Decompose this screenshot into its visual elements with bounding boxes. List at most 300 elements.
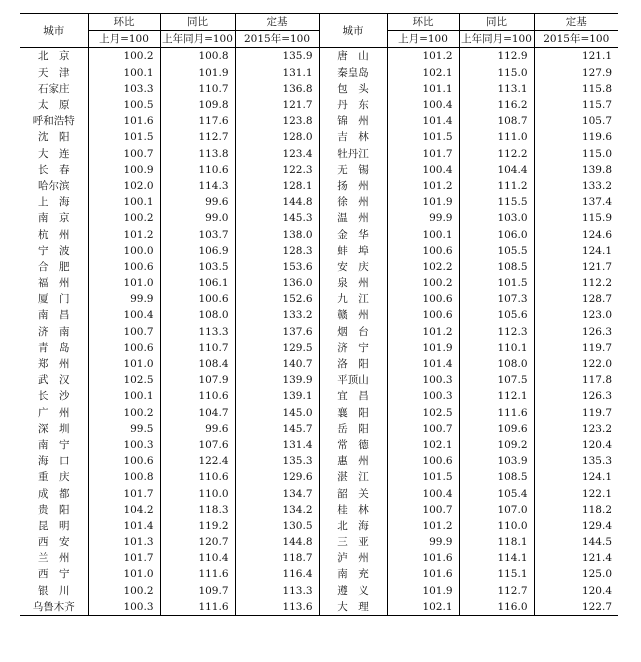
table-row [20, 146, 618, 162]
right-mom-value: 101.4 [387, 356, 459, 372]
left-city-name: 长 春 [20, 162, 88, 178]
header-base-left: 定基 [235, 14, 319, 31]
left-base-value: 134.2 [282, 503, 313, 516]
right-city-name: 惠 州 [319, 453, 387, 469]
left-yoy-value: 101.9 [160, 65, 235, 81]
left-base-value: 118.7 [282, 552, 313, 565]
table-row [20, 48, 618, 65]
left-city-name: 哈尔滨 [20, 178, 88, 194]
right-base-value: 137.4 [581, 196, 612, 209]
left-yoy-value: 118.3 [160, 502, 235, 518]
left-city-name: 南 宁 [20, 437, 88, 453]
right-city-name: 北 海 [319, 518, 387, 534]
right-yoy-value: 111.0 [459, 129, 534, 145]
right-mom-value: 100.1 [387, 226, 459, 242]
right-city-name: 常 德 [319, 437, 387, 453]
left-mom-value: 99.5 [88, 421, 160, 437]
left-yoy-value: 120.7 [160, 534, 235, 550]
table-row [20, 210, 618, 226]
left-base-value: 134.7 [282, 487, 313, 500]
left-yoy-value: 109.7 [160, 583, 235, 599]
left-yoy-value: 110.6 [160, 388, 235, 404]
right-yoy-value: 107.5 [459, 372, 534, 388]
right-base-value: 128.7 [581, 293, 612, 306]
left-mom-value: 100.2 [88, 48, 160, 65]
left-city-name: 银 川 [20, 583, 88, 599]
left-base-value: 144.8 [282, 196, 313, 209]
header-city-right: 城市 [319, 14, 387, 48]
right-base-value: 119.7 [581, 341, 612, 354]
left-yoy-value: 100.6 [160, 291, 235, 307]
left-yoy-value: 122.4 [160, 453, 235, 469]
left-yoy-value: 106.1 [160, 275, 235, 291]
right-yoy-value: 115.0 [459, 65, 534, 81]
left-mom-value: 100.2 [88, 583, 160, 599]
right-city-name: 牡丹江 [319, 146, 387, 162]
left-mom-value: 100.2 [88, 405, 160, 421]
left-yoy-value: 109.8 [160, 97, 235, 113]
left-city-name: 厦 门 [20, 291, 88, 307]
right-yoy-value: 104.4 [459, 162, 534, 178]
right-mom-value: 100.4 [387, 97, 459, 113]
right-mom-value: 100.4 [387, 162, 459, 178]
left-mom-value: 100.1 [88, 65, 160, 81]
table-row [20, 453, 618, 469]
right-base-value: 126.3 [581, 325, 612, 338]
table-row [20, 194, 618, 210]
left-base-value: 116.4 [282, 568, 313, 581]
right-mom-value: 101.6 [387, 566, 459, 582]
left-base-value: 131.4 [282, 438, 313, 451]
right-base-value: 115.0 [581, 147, 612, 160]
right-yoy-value: 108.0 [459, 356, 534, 372]
left-city-name: 昆 明 [20, 518, 88, 534]
left-base-value: 136.8 [282, 82, 313, 95]
header-mom-left: 环比 [88, 14, 160, 31]
left-base-value: 130.5 [282, 519, 313, 532]
right-city-name: 秦皇岛 [319, 65, 387, 81]
left-yoy-value: 112.7 [160, 129, 235, 145]
table-row [20, 518, 618, 534]
left-yoy-value: 111.6 [160, 599, 235, 616]
header-mom-right: 环比 [387, 14, 459, 31]
header-yoy-sub-left: 上年同月=100 [160, 31, 235, 48]
left-yoy-value: 110.4 [160, 550, 235, 566]
right-yoy-value: 116.2 [459, 97, 534, 113]
table-row [20, 291, 618, 307]
left-mom-value: 101.3 [88, 534, 160, 550]
right-yoy-value: 110.0 [459, 518, 534, 534]
right-mom-value: 101.2 [387, 324, 459, 340]
left-mom-value: 100.2 [88, 210, 160, 226]
right-base-value: 115.8 [581, 82, 612, 95]
right-mom-value: 101.9 [387, 340, 459, 356]
right-mom-value: 102.5 [387, 405, 459, 421]
left-yoy-value: 113.8 [160, 146, 235, 162]
left-city-name: 济 南 [20, 324, 88, 340]
left-city-name: 太 原 [20, 97, 88, 113]
table-row [20, 65, 618, 81]
right-mom-value: 100.2 [387, 275, 459, 291]
left-city-name: 福 州 [20, 275, 88, 291]
left-mom-value: 100.6 [88, 453, 160, 469]
right-mom-value: 100.6 [387, 307, 459, 323]
left-yoy-value: 99.6 [160, 194, 235, 210]
left-yoy-value: 108.0 [160, 307, 235, 323]
right-city-name: 遵 义 [319, 583, 387, 599]
left-mom-value: 100.3 [88, 437, 160, 453]
header-base-sub-left: 2015年=100 [235, 31, 319, 48]
left-base-value: 144.8 [282, 536, 313, 549]
table-row [20, 243, 618, 259]
left-mom-value: 100.6 [88, 340, 160, 356]
right-mom-value: 99.9 [387, 210, 459, 226]
right-mom-value: 100.6 [387, 453, 459, 469]
left-mom-value: 102.5 [88, 372, 160, 388]
right-mom-value: 100.3 [387, 388, 459, 404]
left-base-value: 138.0 [282, 228, 313, 241]
left-city-name: 杭 州 [20, 226, 88, 242]
right-base-value: 125.0 [581, 568, 612, 581]
right-base-value: 135.3 [581, 455, 612, 468]
left-mom-value: 101.2 [88, 226, 160, 242]
right-yoy-value: 107.3 [459, 291, 534, 307]
right-base-value: 122.1 [581, 487, 612, 500]
right-city-name: 锦 州 [319, 113, 387, 129]
left-city-name: 宁 波 [20, 243, 88, 259]
left-mom-value: 100.5 [88, 97, 160, 113]
left-base-value: 122.3 [282, 163, 313, 176]
header-mom-sub-left: 上月=100 [88, 31, 160, 48]
table-row [20, 485, 618, 501]
right-mom-value: 100.6 [387, 243, 459, 259]
table-row [20, 226, 618, 242]
right-base-value: 105.7 [581, 115, 612, 128]
header-city-left: 城市 [20, 14, 88, 48]
right-city-name: 泸 州 [319, 550, 387, 566]
right-base-value: 122.7 [534, 599, 618, 616]
table-row [20, 81, 618, 97]
left-base-value: 128.1 [282, 179, 313, 192]
right-base-value: 112.2 [581, 277, 612, 290]
right-city-name: 无 锡 [319, 162, 387, 178]
left-mom-value: 100.1 [88, 194, 160, 210]
left-yoy-value: 110.0 [160, 485, 235, 501]
right-yoy-value: 112.3 [459, 324, 534, 340]
right-base-value: 129.4 [581, 519, 612, 532]
left-base-value: 145.7 [282, 422, 313, 435]
right-base-value: 133.2 [581, 179, 612, 192]
header-yoy-right: 同比 [459, 14, 534, 31]
right-city-name: 扬 州 [319, 178, 387, 194]
left-base-value: 153.6 [282, 260, 313, 273]
right-base-value: 139.8 [581, 163, 612, 176]
right-city-name: 烟 台 [319, 324, 387, 340]
right-city-name: 赣 州 [319, 307, 387, 323]
left-mom-value: 100.1 [88, 388, 160, 404]
header-yoy-sub-right: 上年同月=100 [459, 31, 534, 48]
right-yoy-value: 114.1 [459, 550, 534, 566]
right-city-name: 平顶山 [319, 372, 387, 388]
left-yoy-value: 107.9 [160, 372, 235, 388]
left-base-value: 128.3 [282, 244, 313, 257]
right-mom-value: 100.6 [387, 291, 459, 307]
right-yoy-value: 101.5 [459, 275, 534, 291]
left-base-value: 131.1 [282, 66, 313, 79]
left-base-value: 113.6 [235, 599, 319, 616]
right-city-name: 徐 州 [319, 194, 387, 210]
right-yoy-value: 109.2 [459, 437, 534, 453]
table-row [20, 178, 618, 194]
left-mom-value: 103.3 [88, 81, 160, 97]
left-base-value: 135.9 [282, 50, 313, 63]
left-mom-value: 100.6 [88, 259, 160, 275]
left-city-name: 深 圳 [20, 421, 88, 437]
right-mom-value: 101.2 [387, 48, 459, 65]
left-city-name: 海 口 [20, 453, 88, 469]
left-city-name: 武 汉 [20, 372, 88, 388]
right-yoy-value: 115.5 [459, 194, 534, 210]
left-base-value: 123.4 [282, 147, 313, 160]
right-mom-value: 101.6 [387, 550, 459, 566]
left-city-name: 贵 阳 [20, 502, 88, 518]
table-row [20, 113, 618, 129]
right-city-name: 岳 阳 [319, 421, 387, 437]
left-city-name: 乌鲁木齐 [20, 599, 88, 616]
left-base-value: 145.3 [282, 212, 313, 225]
right-yoy-value: 103.0 [459, 210, 534, 226]
left-mom-value: 100.9 [88, 162, 160, 178]
left-yoy-value: 100.8 [160, 48, 235, 65]
left-mom-value: 101.0 [88, 275, 160, 291]
left-mom-value: 101.4 [88, 518, 160, 534]
table-row [20, 550, 618, 566]
left-base-value: 135.3 [282, 455, 313, 468]
right-mom-value: 102.2 [387, 259, 459, 275]
left-yoy-value: 117.6 [160, 113, 235, 129]
right-mom-value: 101.5 [387, 129, 459, 145]
left-base-value: 139.1 [282, 390, 313, 403]
right-mom-value: 101.9 [387, 583, 459, 599]
right-yoy-value: 111.6 [459, 405, 534, 421]
left-base-value: 129.5 [282, 341, 313, 354]
right-city-name: 吉 林 [319, 129, 387, 145]
right-base-value: 123.0 [581, 309, 612, 322]
right-mom-value: 102.1 [387, 437, 459, 453]
table-row [20, 307, 618, 323]
table-row [20, 405, 618, 421]
header-base-sub-right: 2015年=100 [534, 31, 618, 48]
right-mom-value: 101.2 [387, 178, 459, 194]
right-yoy-value: 105.6 [459, 307, 534, 323]
left-city-name: 上 海 [20, 194, 88, 210]
right-city-name: 泉 州 [319, 275, 387, 291]
right-base-value: 122.0 [581, 358, 612, 371]
left-yoy-value: 119.2 [160, 518, 235, 534]
left-base-value: 129.6 [282, 471, 313, 484]
left-mom-value: 101.6 [88, 113, 160, 129]
right-yoy-value: 112.7 [459, 583, 534, 599]
right-city-name: 桂 林 [319, 502, 387, 518]
table-row [20, 469, 618, 485]
left-city-name: 郑 州 [20, 356, 88, 372]
table-row [20, 583, 618, 599]
left-yoy-value: 107.6 [160, 437, 235, 453]
right-city-name: 安 庆 [319, 259, 387, 275]
left-mom-value: 101.5 [88, 129, 160, 145]
right-yoy-value: 109.6 [459, 421, 534, 437]
right-base-value: 118.2 [581, 503, 612, 516]
left-city-name: 青 岛 [20, 340, 88, 356]
header-mom-sub-right: 上月=100 [387, 31, 459, 48]
right-city-name: 南 充 [319, 566, 387, 582]
price-index-table [20, 13, 618, 616]
left-mom-value: 101.7 [88, 550, 160, 566]
right-yoy-value: 107.0 [459, 502, 534, 518]
left-mom-value: 100.7 [88, 324, 160, 340]
left-yoy-value: 110.7 [160, 340, 235, 356]
left-yoy-value: 108.4 [160, 356, 235, 372]
left-mom-value: 99.9 [88, 291, 160, 307]
left-mom-value: 102.0 [88, 178, 160, 194]
left-yoy-value: 104.7 [160, 405, 235, 421]
left-mom-value: 101.0 [88, 566, 160, 582]
right-city-name: 金 华 [319, 226, 387, 242]
right-yoy-value: 106.0 [459, 226, 534, 242]
left-base-value: 133.2 [282, 309, 313, 322]
right-yoy-value: 113.1 [459, 81, 534, 97]
left-mom-value: 101.0 [88, 356, 160, 372]
right-city-name: 济 宁 [319, 340, 387, 356]
right-yoy-value: 116.0 [459, 599, 534, 616]
right-city-name: 蚌 埠 [319, 243, 387, 259]
right-base-value: 126.3 [581, 390, 612, 403]
right-base-value: 119.6 [581, 131, 612, 144]
right-mom-value: 101.7 [387, 146, 459, 162]
right-yoy-value: 108.5 [459, 259, 534, 275]
left-city-name: 南 昌 [20, 307, 88, 323]
right-base-value: 121.1 [581, 50, 612, 63]
right-city-name: 洛 阳 [319, 356, 387, 372]
left-yoy-value: 114.3 [160, 178, 235, 194]
right-yoy-value: 105.5 [459, 243, 534, 259]
left-yoy-value: 99.6 [160, 421, 235, 437]
left-city-name: 成 都 [20, 485, 88, 501]
left-mom-value: 100.7 [88, 146, 160, 162]
right-city-name: 襄 阳 [319, 405, 387, 421]
right-mom-value: 101.9 [387, 194, 459, 210]
table-row [20, 97, 618, 113]
right-yoy-value: 110.1 [459, 340, 534, 356]
table-row [20, 162, 618, 178]
left-mom-value: 104.2 [88, 502, 160, 518]
table-row [20, 129, 618, 145]
left-city-name: 北 京 [20, 48, 88, 65]
right-base-value: 123.2 [581, 422, 612, 435]
left-base-value: 123.8 [282, 115, 313, 128]
right-mom-value: 101.5 [387, 469, 459, 485]
left-mom-value: 100.4 [88, 307, 160, 323]
right-mom-value: 101.2 [387, 518, 459, 534]
table-row [20, 340, 618, 356]
table-row [20, 421, 618, 437]
table-row [20, 502, 618, 518]
right-base-value: 124.1 [581, 244, 612, 257]
left-yoy-value: 103.7 [160, 226, 235, 242]
left-yoy-value: 99.0 [160, 210, 235, 226]
right-base-value: 144.5 [581, 536, 612, 549]
right-yoy-value: 105.4 [459, 485, 534, 501]
right-base-value: 115.7 [581, 99, 612, 112]
left-city-name: 长 沙 [20, 388, 88, 404]
table-body [20, 48, 618, 616]
right-base-value: 127.9 [581, 66, 612, 79]
right-city-name: 韶 关 [319, 485, 387, 501]
left-base-value: 136.0 [282, 277, 313, 290]
left-yoy-value: 106.9 [160, 243, 235, 259]
table-row [20, 324, 618, 340]
right-yoy-value: 103.9 [459, 453, 534, 469]
left-base-value: 137.6 [282, 325, 313, 338]
table-row [20, 372, 618, 388]
right-mom-value: 102.1 [387, 65, 459, 81]
left-city-name: 大 连 [20, 146, 88, 162]
right-base-value: 120.4 [581, 438, 612, 451]
right-mom-value: 99.9 [387, 534, 459, 550]
right-yoy-value: 108.7 [459, 113, 534, 129]
right-base-value: 121.4 [581, 552, 612, 565]
left-mom-value: 100.3 [88, 599, 160, 616]
table-row [20, 259, 618, 275]
right-base-value: 124.6 [581, 228, 612, 241]
right-base-value: 120.4 [581, 584, 612, 597]
right-mom-value: 100.7 [387, 502, 459, 518]
left-base-value: 113.3 [282, 584, 313, 597]
right-mom-value: 100.3 [387, 372, 459, 388]
header-base-right: 定基 [534, 14, 618, 31]
right-yoy-value: 111.2 [459, 178, 534, 194]
left-base-value: 152.6 [282, 293, 313, 306]
left-city-name: 西 宁 [20, 566, 88, 582]
left-base-value: 139.9 [282, 374, 313, 387]
right-city-name: 三 亚 [319, 534, 387, 550]
right-yoy-value: 112.1 [459, 388, 534, 404]
left-city-name: 沈 阳 [20, 129, 88, 145]
left-city-name: 西 安 [20, 534, 88, 550]
left-base-value: 145.0 [282, 406, 313, 419]
right-mom-value: 102.1 [387, 599, 459, 616]
left-base-value: 140.7 [282, 358, 313, 371]
table-row [20, 437, 618, 453]
table-row [20, 534, 618, 550]
right-city-name: 九 江 [319, 291, 387, 307]
left-city-name: 重 庆 [20, 469, 88, 485]
left-yoy-value: 103.5 [160, 259, 235, 275]
right-yoy-value: 118.1 [459, 534, 534, 550]
right-base-value: 115.9 [581, 212, 612, 225]
right-mom-value: 101.4 [387, 113, 459, 129]
right-base-value: 119.7 [581, 406, 612, 419]
right-yoy-value: 115.1 [459, 566, 534, 582]
table-row [20, 599, 618, 616]
right-yoy-value: 112.2 [459, 146, 534, 162]
right-mom-value: 100.4 [387, 485, 459, 501]
right-city-name: 大 理 [319, 599, 387, 616]
left-city-name: 兰 州 [20, 550, 88, 566]
left-mom-value: 100.8 [88, 469, 160, 485]
table-row [20, 275, 618, 291]
left-city-name: 呼和浩特 [20, 113, 88, 129]
